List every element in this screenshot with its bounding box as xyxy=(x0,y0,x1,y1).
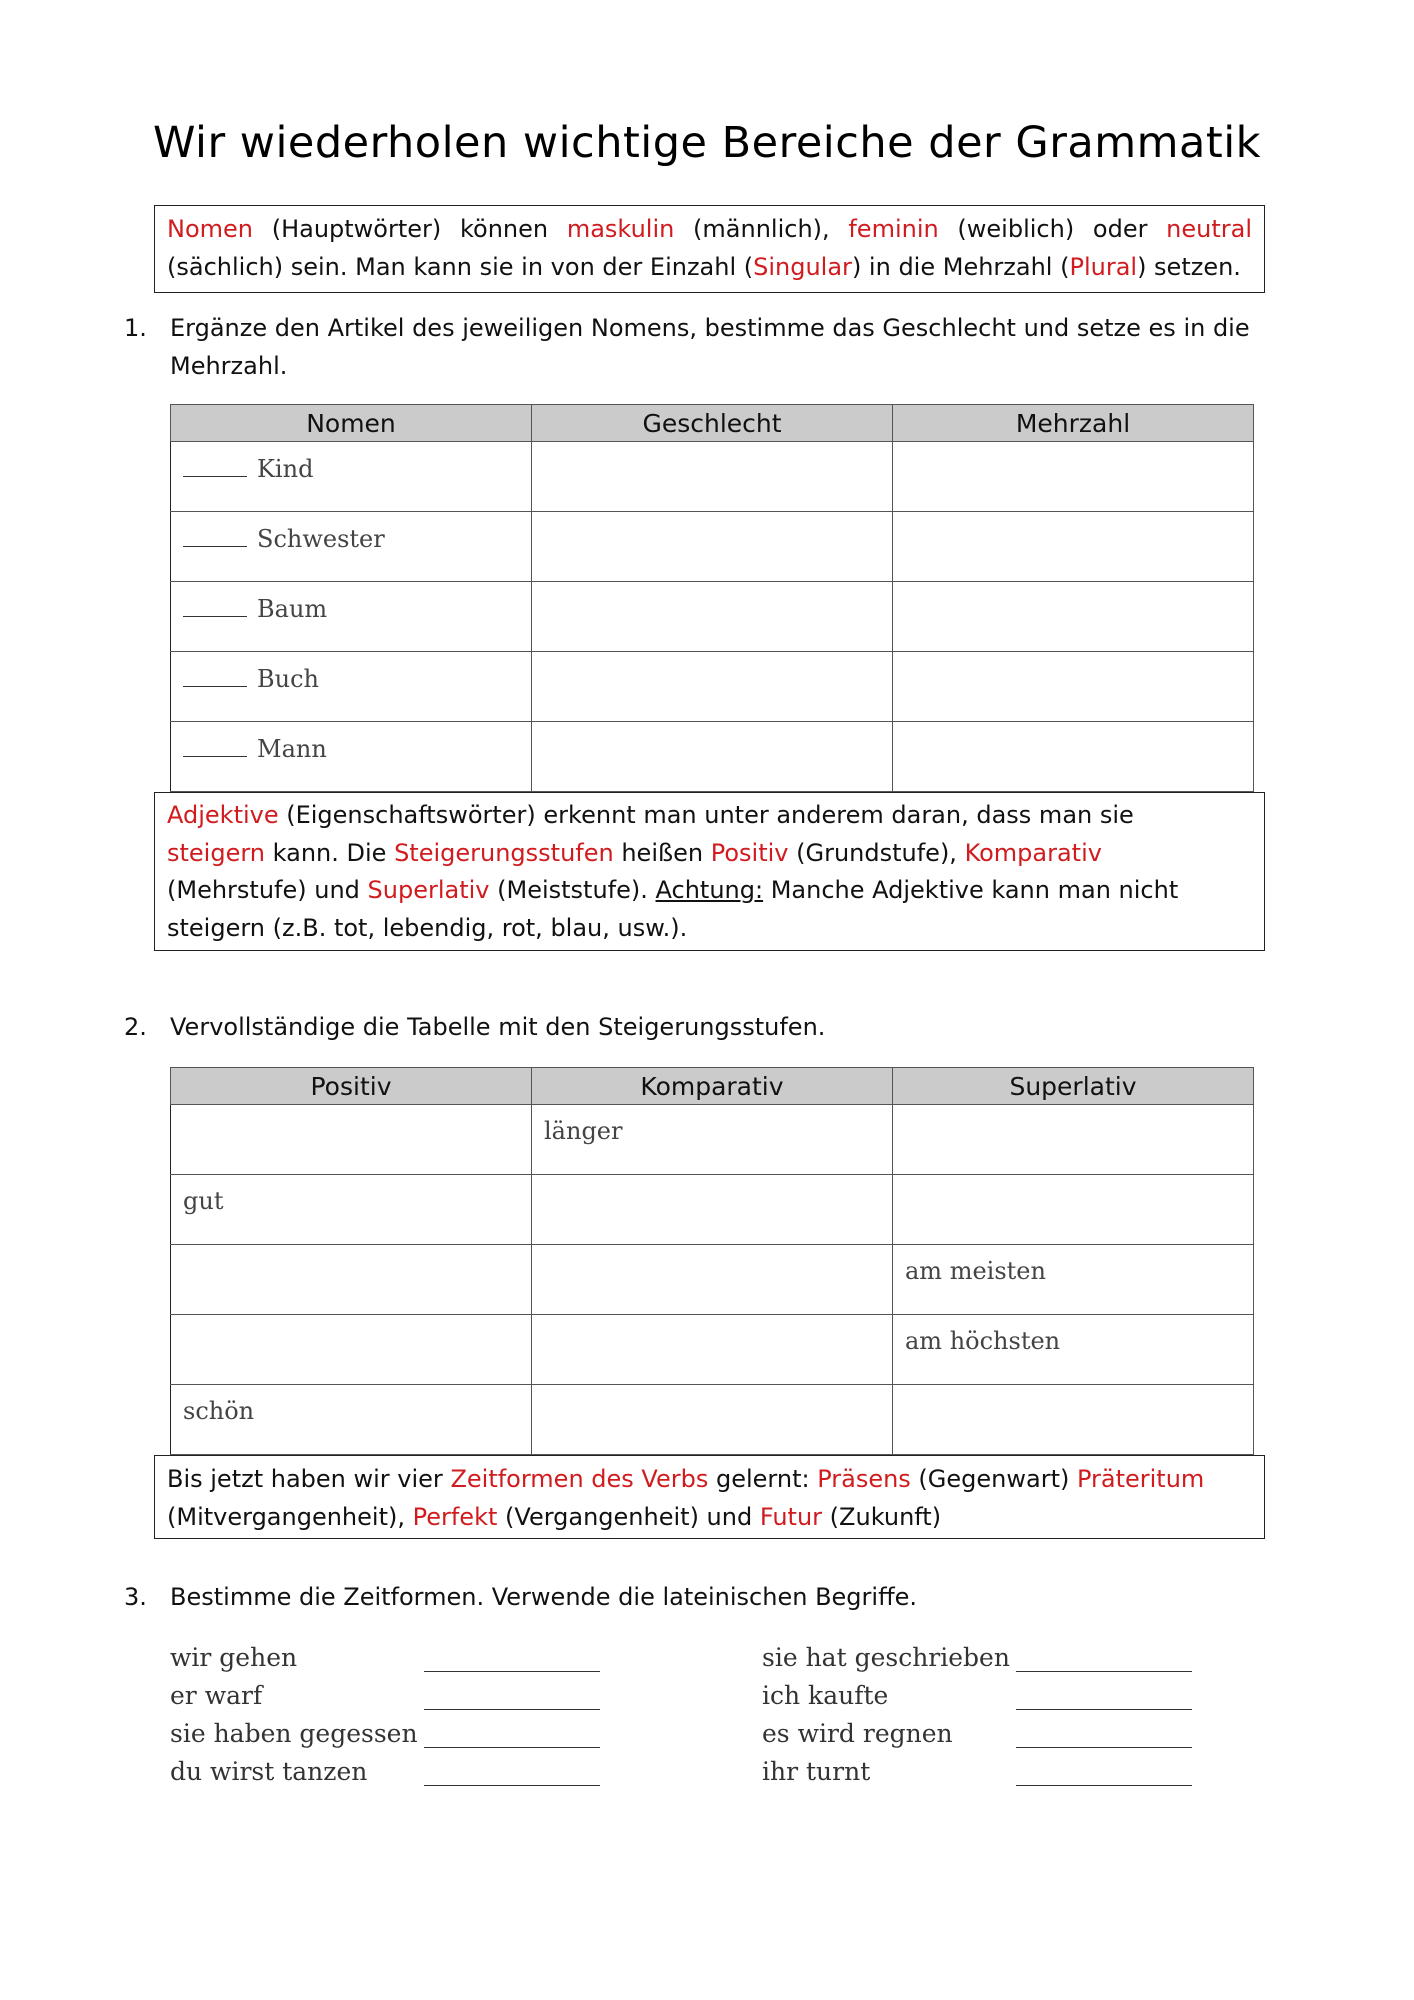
article-blank[interactable] xyxy=(183,594,247,617)
task-instruction: Ergänze den Artikel des jeweiligen Nomens, bestimme das Geschlecht und setze es in die Mehrzahl. xyxy=(170,314,1250,380)
term-maskulin: maskulin xyxy=(566,215,675,243)
noun-text: Mann xyxy=(257,735,327,763)
komparativ-cell[interactable] xyxy=(532,1315,893,1385)
text: (Eigenschaftswörter) erkennt man unter anderem daran, dass man sie xyxy=(278,801,1134,829)
noun-cell[interactable] xyxy=(171,442,532,512)
text: kann. Die xyxy=(265,838,395,867)
info-tenses-line-2 xyxy=(167,1498,1252,1536)
text: (Meiststufe). xyxy=(489,876,656,904)
column-header: Superlativ xyxy=(893,1068,1254,1105)
text: ) setzen. xyxy=(1137,253,1241,281)
term-futur: Futur xyxy=(759,1503,823,1531)
list-item xyxy=(170,1710,600,1748)
list-item xyxy=(170,1672,600,1710)
text: (Hauptwörter) können xyxy=(253,215,567,243)
komparativ-cell[interactable]: länger xyxy=(532,1105,893,1175)
term-nomen: Nomen xyxy=(167,215,253,243)
answer-line[interactable] xyxy=(424,1759,600,1786)
noun-cell[interactable] xyxy=(171,722,532,792)
noun-text: Buch xyxy=(257,665,319,693)
task-instruction: Bestimme die Zeitformen. Verwende die lateinischen Begriffe. xyxy=(170,1583,917,1611)
tense-list-right xyxy=(762,1634,1192,1786)
task-number: 3. xyxy=(124,1583,147,1611)
text: heißen xyxy=(613,838,711,867)
text: (sächlich) sein. Man kann sie in von der Einzahl ( xyxy=(167,253,754,281)
task-3 xyxy=(124,1578,1280,1616)
komparativ-cell[interactable] xyxy=(532,1385,893,1455)
term-praeteritum: Präteritum xyxy=(1076,1465,1205,1493)
superlativ-cell[interactable]: am höchsten xyxy=(893,1315,1254,1385)
noun-cell[interactable] xyxy=(171,652,532,722)
table-header-row xyxy=(171,405,1254,442)
tense-list-left xyxy=(170,1634,600,1786)
task-number: 1. xyxy=(124,314,147,342)
text: (Mitvergangenheit), xyxy=(167,1503,413,1531)
komparativ-cell[interactable] xyxy=(532,1245,893,1315)
info-adjectives-line-4 xyxy=(167,910,1252,948)
list-item xyxy=(762,1672,1192,1710)
article-blank[interactable] xyxy=(183,664,247,687)
term-positiv: Positiv xyxy=(710,838,789,867)
term-singular: Singular xyxy=(753,253,852,281)
task-1 xyxy=(124,309,1280,385)
text: ) in die Mehrzahl ( xyxy=(851,253,1070,281)
answer-line[interactable] xyxy=(1016,1645,1192,1672)
term-neutral: neutral xyxy=(1166,215,1252,243)
positiv-cell[interactable] xyxy=(171,1245,532,1315)
text: Manche Adjektive kann man nicht xyxy=(763,876,1179,904)
column-header: Geschlecht xyxy=(532,405,893,442)
plural-cell[interactable] xyxy=(893,442,1254,512)
article-blank[interactable] xyxy=(183,454,247,477)
info-box-adjectives xyxy=(154,792,1265,951)
table-header-row xyxy=(171,1068,1254,1105)
term-superlativ: Superlativ xyxy=(367,876,490,904)
superlativ-cell[interactable] xyxy=(893,1175,1254,1245)
column-header: Positiv xyxy=(171,1068,532,1105)
text: (Vergangenheit) und xyxy=(497,1503,760,1531)
noun-cell[interactable] xyxy=(171,582,532,652)
answer-line[interactable] xyxy=(424,1683,600,1710)
table-row xyxy=(171,1175,1254,1245)
table-row xyxy=(171,512,1254,582)
info-adjectives-line-1 xyxy=(167,797,1252,835)
text: (Grundstufe), xyxy=(788,838,965,867)
table-row xyxy=(171,652,1254,722)
answer-line[interactable] xyxy=(1016,1759,1192,1786)
task-instruction: Vervollständige die Tabelle mit den Steigerungsstufen. xyxy=(170,1013,826,1041)
verb-phrase: ich kaufte xyxy=(762,1681,889,1710)
nouns-table xyxy=(170,404,1254,792)
plural-cell[interactable] xyxy=(893,652,1254,722)
term-steigerungsstufen: Steigerungsstufen xyxy=(394,838,614,867)
info-nouns-line-1 xyxy=(167,210,1252,248)
column-header: Nomen xyxy=(171,405,532,442)
gender-cell[interactable] xyxy=(532,722,893,792)
superlativ-cell[interactable] xyxy=(893,1385,1254,1455)
plural-cell[interactable] xyxy=(893,722,1254,792)
text: (weiblich) oder xyxy=(938,215,1167,243)
info-tenses-line-1 xyxy=(167,1460,1252,1498)
list-item xyxy=(170,1748,600,1786)
term-zeitformen: Zeitformen des Verbs xyxy=(450,1465,709,1493)
positiv-cell[interactable]: gut xyxy=(171,1175,532,1245)
positiv-cell[interactable]: schön xyxy=(171,1385,532,1455)
text: (Zukunft) xyxy=(822,1503,942,1531)
column-header: Mehrzahl xyxy=(893,405,1254,442)
plural-cell[interactable] xyxy=(893,582,1254,652)
noun-cell[interactable] xyxy=(171,512,532,582)
table-row xyxy=(171,582,1254,652)
list-item xyxy=(170,1634,600,1672)
verb-phrase: du wirst tanzen xyxy=(170,1757,368,1786)
info-nouns-line-2 xyxy=(167,248,1252,286)
list-item xyxy=(762,1634,1192,1672)
attention-label: Achtung: xyxy=(655,876,764,904)
table-row xyxy=(171,1245,1254,1315)
answer-line[interactable] xyxy=(1016,1683,1192,1710)
info-box-nouns xyxy=(154,205,1265,293)
table-row xyxy=(171,1385,1254,1455)
table-row xyxy=(171,1105,1254,1175)
verb-phrase: ihr turnt xyxy=(762,1757,871,1786)
term-perfekt: Perfekt xyxy=(412,1503,498,1531)
gender-cell[interactable] xyxy=(532,652,893,722)
text: steigern (z.B. tot, lebendig, rot, blau, usw.). xyxy=(167,913,688,942)
task-2 xyxy=(124,1008,1280,1046)
answer-line[interactable] xyxy=(1016,1721,1192,1748)
answer-line[interactable] xyxy=(424,1721,600,1748)
text: (Gegenwart) xyxy=(910,1465,1077,1493)
gender-cell[interactable] xyxy=(532,512,893,582)
positiv-cell[interactable] xyxy=(171,1105,532,1175)
plural-cell[interactable] xyxy=(893,512,1254,582)
term-komparativ: Komparativ xyxy=(964,838,1102,867)
term-steigern: steigern xyxy=(167,838,266,867)
verb-phrase: es wird regnen xyxy=(762,1719,953,1748)
comparison-table xyxy=(170,1067,1254,1455)
verb-phrase: sie haben gegessen xyxy=(170,1719,418,1748)
gender-cell[interactable] xyxy=(532,582,893,652)
info-adjectives-line-2 xyxy=(167,835,1252,873)
column-header: Komparativ xyxy=(532,1068,893,1105)
text: Bis jetzt haben wir vier xyxy=(167,1465,451,1493)
table-row xyxy=(171,722,1254,792)
verb-phrase: er warf xyxy=(170,1681,263,1710)
positiv-cell[interactable] xyxy=(171,1315,532,1385)
verb-phrase: wir gehen xyxy=(170,1643,298,1672)
noun-text: Baum xyxy=(257,595,328,623)
table-row xyxy=(171,442,1254,512)
task-number: 2. xyxy=(124,1013,147,1041)
komparativ-cell[interactable] xyxy=(532,1175,893,1245)
term-plural: Plural xyxy=(1069,253,1138,281)
text: (Mehrstufe) und xyxy=(167,876,368,904)
answer-line[interactable] xyxy=(424,1645,600,1672)
term-praesens: Präsens xyxy=(817,1465,911,1493)
text: gelernt: xyxy=(708,1465,818,1493)
table-row xyxy=(171,1315,1254,1385)
article-blank[interactable] xyxy=(183,524,247,547)
term-feminin: feminin xyxy=(848,215,939,243)
text: (männlich), xyxy=(674,215,849,243)
info-adjectives-line-3 xyxy=(167,872,1252,910)
superlativ-cell[interactable]: am meisten xyxy=(893,1245,1254,1315)
list-item xyxy=(762,1748,1192,1786)
noun-text: Schwester xyxy=(257,525,385,553)
article-blank[interactable] xyxy=(183,734,247,757)
info-box-tenses xyxy=(154,1455,1265,1539)
list-item xyxy=(762,1710,1192,1748)
page-title: Wir wiederholen wichtige Bereiche der Grammatik xyxy=(152,118,1262,168)
noun-text: Kind xyxy=(257,455,314,483)
verb-phrase: sie hat geschrieben xyxy=(762,1643,1010,1672)
gender-cell[interactable] xyxy=(532,442,893,512)
term-adjektive: Adjektive xyxy=(167,801,279,829)
superlativ-cell[interactable] xyxy=(893,1105,1254,1175)
